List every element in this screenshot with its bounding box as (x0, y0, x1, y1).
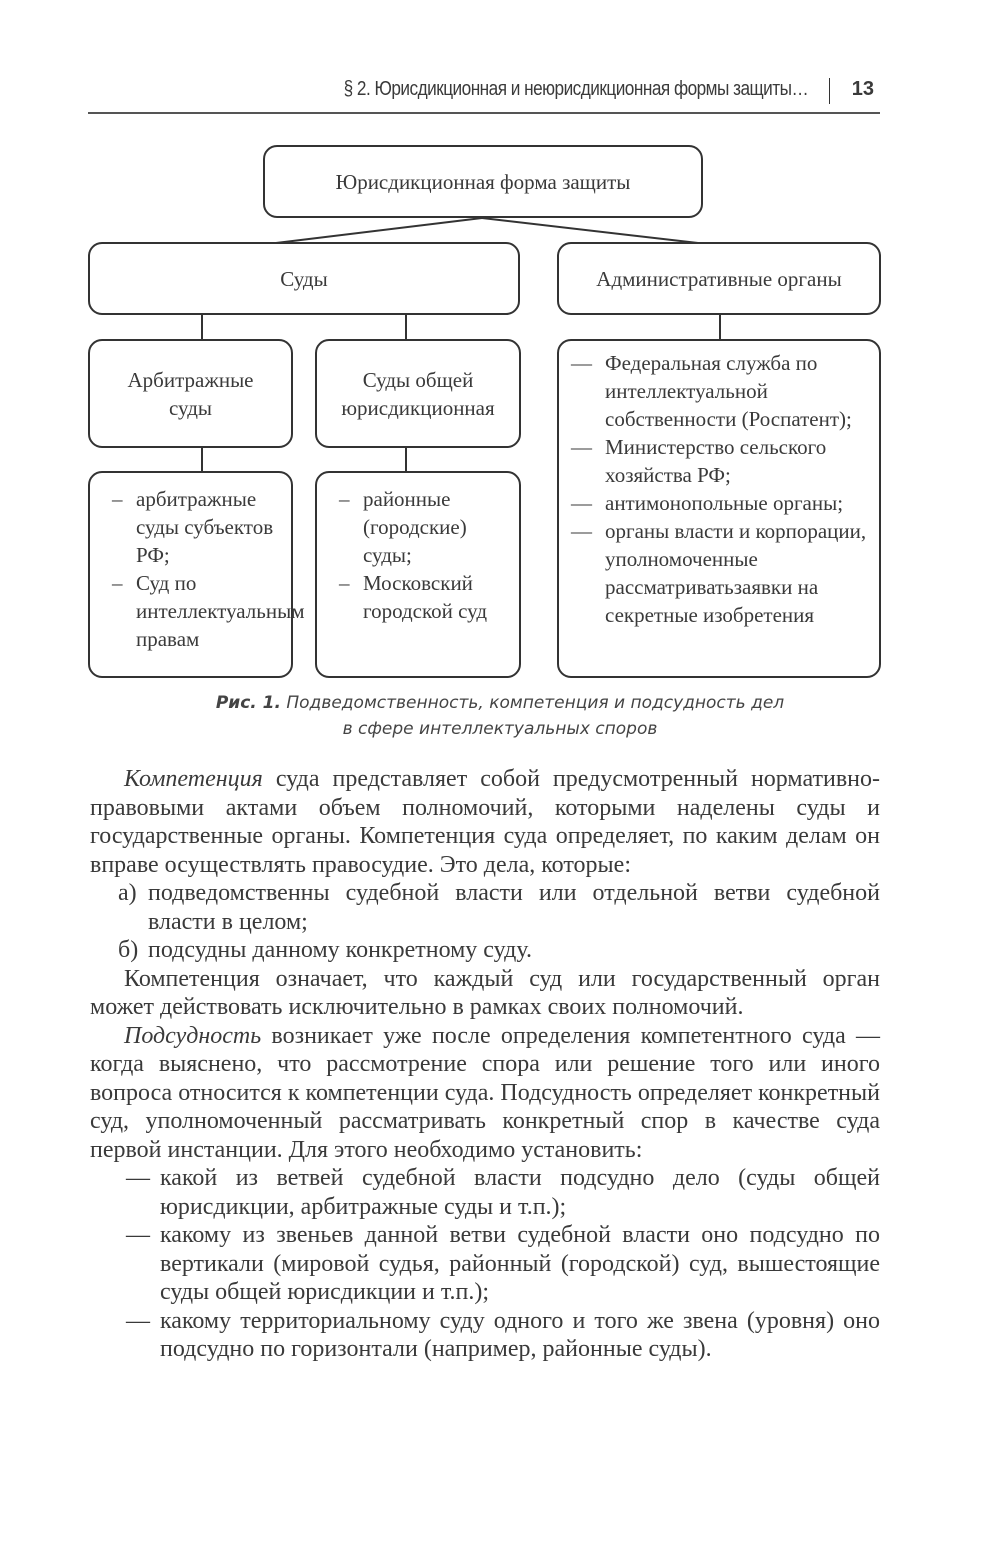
arbitration-list-item: – Суд по интеллектуальным правам (112, 571, 305, 651)
figure-caption (0, 690, 1000, 742)
root-label: Юрисдикционная форма защиты (335, 169, 631, 194)
admin-list-node (557, 339, 881, 678)
general-courts-label: Суды общей юрисдикционная (341, 367, 495, 420)
arbitration-list-item: – арбитражные суды субъектов РФ; (112, 487, 274, 567)
running-title: § 2. Юрисдикционная и неюрисдикционная формы защиты… (343, 78, 808, 100)
figure-label: Рис. 1. (215, 693, 281, 713)
paragraph-competence-meaning: Компетенция означает, что каждый суд или государственный орган может действовать исключительно в рамках своих полномочий. (90, 965, 880, 1020)
arbitration-list (112, 485, 305, 653)
general-courts-list (339, 485, 509, 625)
dash-list-item: — какому территориальному суду одного и того же звена (уровня) оно подсудно по горизонтали (например, районные суды). (126, 1307, 880, 1362)
admin-label: Административные органы (596, 266, 842, 291)
general-courts-node (315, 339, 521, 448)
dash-list-item: — какому из звеньев данной ветви судебной власти оно подсудно по вертикали (мировой судья, районный (городской) суд, вышестоящие суды общей юрисдикции и т.п.); (126, 1222, 880, 1305)
enum-item: б) подсудны данному конкретному суду. (118, 937, 532, 963)
body-text (90, 765, 880, 1364)
page-number: 13 (851, 78, 874, 100)
arbitration-label: Арбитражные суды (127, 367, 254, 420)
admin-node (557, 242, 881, 315)
caption-line-1: Подведомственность, компетенция и подсудность дел (286, 693, 785, 713)
general-courts-list-item: – районные (городские) суды; (339, 487, 467, 567)
dash-list-item: — какой из ветвей судебной власти подсудно дело (суды общей юрисдикции, арбитражные суды и т.п.); (126, 1165, 880, 1220)
enum-item: а) подведомственны судебной власти или отдельной ветви судебной власти в целом; (118, 880, 880, 935)
courts-label: Суды (280, 266, 328, 291)
dash-list (90, 1164, 880, 1364)
caption-line-2: в сфере интеллектуальных споров (342, 719, 658, 739)
general-courts-list-item: – Московский городской суд (339, 571, 488, 623)
root-node (263, 145, 703, 218)
paragraph-competence: Компетенция суда представляет собой предусмотренный нормативно-правовыми актами объем полномочий, которыми наделены суды и государственные органы. Компетенция суда определяет, по каким делам он вправе осуществлять правосудие. Это дела, которые: (90, 766, 880, 878)
arbitration-node (88, 339, 293, 448)
paragraph-jurisdiction: Подсудность возникает уже после определения компетентного суда — когда выяснено, что рассмотрение спора или решение того или иного вопроса относится к компетенции суда. Подсудность определяет конкретный суд, уполномоченный рассматривать конкретный спор в качестве суда первой инстанции. Для этого необходимо установить: (90, 1022, 880, 1163)
general-courts-list-node (315, 471, 521, 678)
admin-list-item: — органы власти и корпорации, уполномоченные рассматриватьзаявки на секретные изобретения (571, 519, 867, 627)
jurisdiction-diagram (0, 0, 1000, 700)
admin-list-item: — Министерство сельского хозяйства РФ; (571, 435, 827, 487)
courts-node (88, 242, 520, 315)
term-jurisdiction: Подсудность (124, 1022, 262, 1049)
admin-list (571, 349, 869, 629)
arbitration-list-node (88, 471, 305, 678)
admin-list-item: — Федеральная служба по интеллектуальной собственности (Роспатент); (571, 351, 852, 431)
admin-list-item: — антимонопольные органы; (571, 491, 844, 515)
enumerated-list (90, 879, 880, 965)
term-competence: Компетенция (124, 766, 263, 792)
